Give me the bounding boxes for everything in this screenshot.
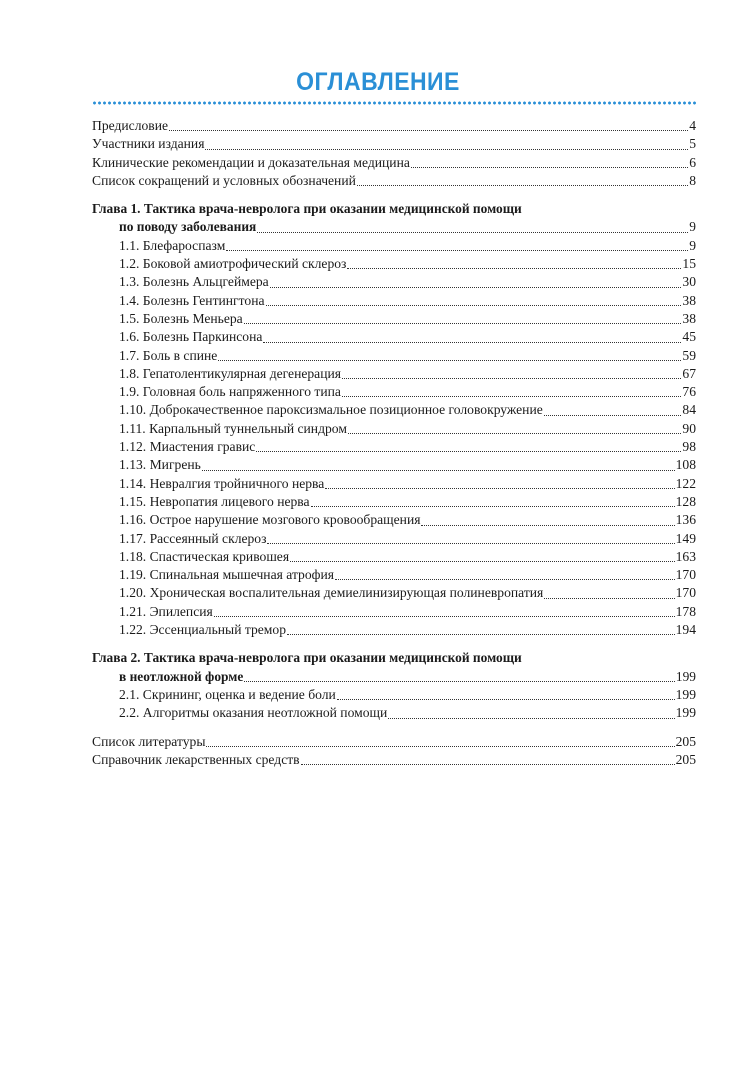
dot-leader: [290, 560, 675, 562]
front-matter-list: [92, 117, 696, 190]
toc-entry-label: 1.16. Острое нарушение мозгового кровообращения: [119, 512, 421, 528]
toc-entry-page: 122: [675, 475, 696, 491]
toc-entry[interactable]: [92, 603, 696, 621]
toc-entry-label: 1.6. Болезнь Паркинсона: [119, 329, 263, 345]
dot-leader: [226, 249, 688, 251]
toc-entry-label: 1.5. Болезнь Меньера: [119, 310, 243, 326]
toc-entry[interactable]: [92, 475, 696, 493]
toc-entry-page: 9: [689, 237, 696, 253]
toc-entry[interactable]: [92, 511, 696, 529]
toc-entry-label: 1.19. Спинальная мышечная атрофия: [119, 567, 334, 583]
toc-entry[interactable]: [92, 172, 696, 190]
dot-leader: [335, 578, 675, 580]
toc-entry-page: 59: [682, 347, 696, 363]
dotted-divider: [92, 101, 697, 105]
toc-entry-label: 1.3. Болезнь Альцгеймера: [119, 274, 269, 290]
dot-leader: [266, 304, 682, 306]
toc-entry-page: 84: [682, 402, 696, 418]
toc-entry-page: 199: [675, 686, 696, 702]
dot-leader: [342, 377, 681, 379]
toc-entry-label: 1.14. Невралгия тройничного нерва: [119, 475, 325, 491]
toc-entry[interactable]: [92, 401, 696, 419]
dot-leader: [267, 542, 674, 544]
toc-entry-label: 2.2. Алгоритмы оказания неотложной помощи: [119, 705, 388, 721]
toc-entry-label: 1.10. Доброкачественное пароксизмальное позиционное головокружение: [119, 402, 543, 418]
toc-entry[interactable]: [92, 548, 696, 566]
dot-leader: [411, 166, 688, 168]
toc-entry[interactable]: [92, 584, 696, 602]
toc-entry[interactable]: [92, 733, 696, 751]
toc-entry[interactable]: [92, 255, 696, 273]
toc-entry-page: 6: [689, 154, 696, 170]
toc-entry-label: Справочник лекарственных средств: [92, 751, 300, 767]
toc-entry[interactable]: [92, 347, 696, 365]
toc-entry[interactable]: [92, 456, 696, 474]
toc-entry-label: 1.1. Блефароспазм: [119, 237, 226, 253]
dot-leader: [205, 148, 688, 150]
toc-entry-label: 1.21. Эпилепсия: [119, 603, 213, 619]
chapter-2-heading-cont[interactable]: [92, 668, 696, 686]
dot-leader: [421, 524, 674, 526]
table-of-contents: [92, 117, 696, 769]
toc-entry[interactable]: [92, 237, 696, 255]
dot-leader: [263, 341, 681, 343]
toc-entry-page: 30: [682, 274, 696, 290]
chapter-1-page: 9: [689, 219, 696, 235]
dot-leader: [218, 359, 681, 361]
toc-entry-label: 1.4. Болезнь Гентингтона: [119, 292, 265, 308]
toc-entry-page: 4: [689, 118, 696, 133]
back-matter-list: [92, 733, 696, 770]
toc-entry-label: 1.20. Хроническая воспалительная демиелинизирующая полиневропатия: [119, 585, 544, 601]
dot-leader: [357, 184, 688, 186]
dot-leader: [347, 267, 681, 269]
toc-entry-label: 1.11. Карпальный туннельный синдром: [119, 420, 347, 436]
toc-entry[interactable]: [92, 438, 696, 456]
toc-entry[interactable]: [92, 292, 696, 310]
toc-entry[interactable]: [92, 621, 696, 639]
toc-entry[interactable]: [92, 273, 696, 291]
toc-entry-label: 1.7. Боль в спине: [119, 347, 218, 363]
chapter-1-section: [92, 200, 696, 639]
toc-entry-page: 136: [675, 512, 696, 528]
toc-entry-page: 38: [682, 310, 696, 326]
chapter-2-heading-line2: в неотложной форме: [119, 668, 244, 684]
toc-entry-page: 76: [682, 384, 696, 400]
toc-entry-label: 1.18. Спастическая кривошея: [119, 548, 290, 564]
chapter-1-items: [92, 237, 696, 640]
chapter-2-heading[interactable]: Глава 2. Тактика врача-невролога при оказании медицинской помощи: [92, 650, 522, 666]
toc-entry[interactable]: [92, 566, 696, 584]
toc-entry-page: 45: [682, 329, 696, 345]
toc-entry-label: Клинические рекомендации и доказательная медицина: [92, 154, 410, 170]
chapter-1-heading[interactable]: Глава 1. Тактика врача-невролога при оказании медицинской помощи: [92, 201, 522, 217]
dot-leader: [348, 432, 681, 434]
toc-entry-label: 1.15. Невропатия лицевого нерва: [119, 493, 310, 509]
dot-leader: [169, 129, 688, 131]
dot-leader: [544, 414, 682, 416]
toc-entry-page: 90: [682, 420, 696, 436]
toc-entry[interactable]: [92, 365, 696, 383]
toc-entry[interactable]: [92, 530, 696, 548]
dot-leader: [388, 717, 674, 719]
dot-leader: [270, 286, 682, 288]
toc-entry[interactable]: [92, 154, 696, 172]
toc-entry-page: 8: [689, 172, 696, 188]
toc-entry-label: 1.12. Миастения гравис: [119, 439, 256, 455]
dot-leader: [206, 745, 674, 747]
toc-entry-page: 205: [675, 751, 696, 767]
toc-entry-label: 1.17. Рассеянный склероз: [119, 530, 267, 546]
page-title: ОГЛАВЛЕНИЕ: [296, 68, 460, 96]
toc-entry[interactable]: [92, 686, 696, 704]
chapter-1-heading-line2: по поводу заболевания: [119, 219, 257, 235]
toc-entry[interactable]: [92, 310, 696, 328]
toc-entry-label: Предисловие: [92, 118, 169, 133]
toc-entry-page: 15: [682, 256, 696, 272]
toc-entry-page: 67: [682, 365, 696, 381]
toc-entry-label: Список сокращений и условных обозначений: [92, 172, 356, 188]
toc-entry-label: Участники издания: [92, 136, 205, 152]
toc-entry[interactable]: [92, 420, 696, 438]
toc-entry[interactable]: [92, 704, 696, 722]
dot-leader: [311, 505, 675, 507]
toc-entry-page: 199: [675, 705, 696, 721]
toc-entry-label: Список литературы: [92, 733, 206, 749]
toc-entry[interactable]: [92, 117, 696, 135]
chapter-2-section: [92, 649, 696, 722]
dot-leader: [256, 450, 681, 452]
toc-entry[interactable]: [92, 135, 696, 153]
dot-leader: [244, 322, 682, 324]
dot-leader: [214, 615, 675, 617]
toc-entry-page: 163: [675, 548, 696, 564]
toc-entry-label: 1.22. Эссенциальный тремор: [119, 622, 287, 638]
toc-entry-page: 128: [675, 493, 696, 509]
dot-leader: [337, 698, 675, 700]
toc-entry-page: 170: [675, 585, 696, 601]
toc-entry-label: 1.8. Гепатолентикулярная дегенерация: [119, 365, 342, 381]
toc-entry-page: 178: [675, 603, 696, 619]
chapter-2-items: [92, 686, 696, 723]
dot-leader: [301, 763, 675, 765]
toc-entry[interactable]: [92, 493, 696, 511]
toc-entry-page: 5: [689, 136, 696, 152]
dot-leader: [544, 597, 674, 599]
toc-entry-page: 194: [675, 622, 696, 638]
dot-leader: [287, 633, 675, 635]
toc-entry-page: 98: [682, 439, 696, 455]
toc-entry-label: 2.1. Скрининг, оценка и ведение боли: [119, 686, 336, 702]
toc-entry-page: 205: [675, 733, 696, 749]
toc-entry-page: 149: [675, 530, 696, 546]
toc-entry[interactable]: [92, 751, 696, 769]
toc-entry[interactable]: [92, 328, 696, 346]
toc-entry[interactable]: [92, 383, 696, 401]
chapter-2-page: 199: [675, 668, 696, 684]
dot-leader: [202, 469, 675, 471]
toc-entry-page: 108: [675, 457, 696, 473]
chapter-1-heading-cont[interactable]: [92, 218, 696, 236]
dot-leader: [342, 395, 681, 397]
toc-entry-label: 1.9. Головная боль напряженного типа: [119, 384, 341, 400]
toc-entry-page: 170: [675, 567, 696, 583]
dot-leader: [325, 487, 674, 489]
toc-entry-label: 1.13. Мигрень: [119, 457, 201, 473]
toc-entry-page: 38: [682, 292, 696, 308]
toc-entry-label: 1.2. Боковой амиотрофический склероз: [119, 256, 347, 272]
